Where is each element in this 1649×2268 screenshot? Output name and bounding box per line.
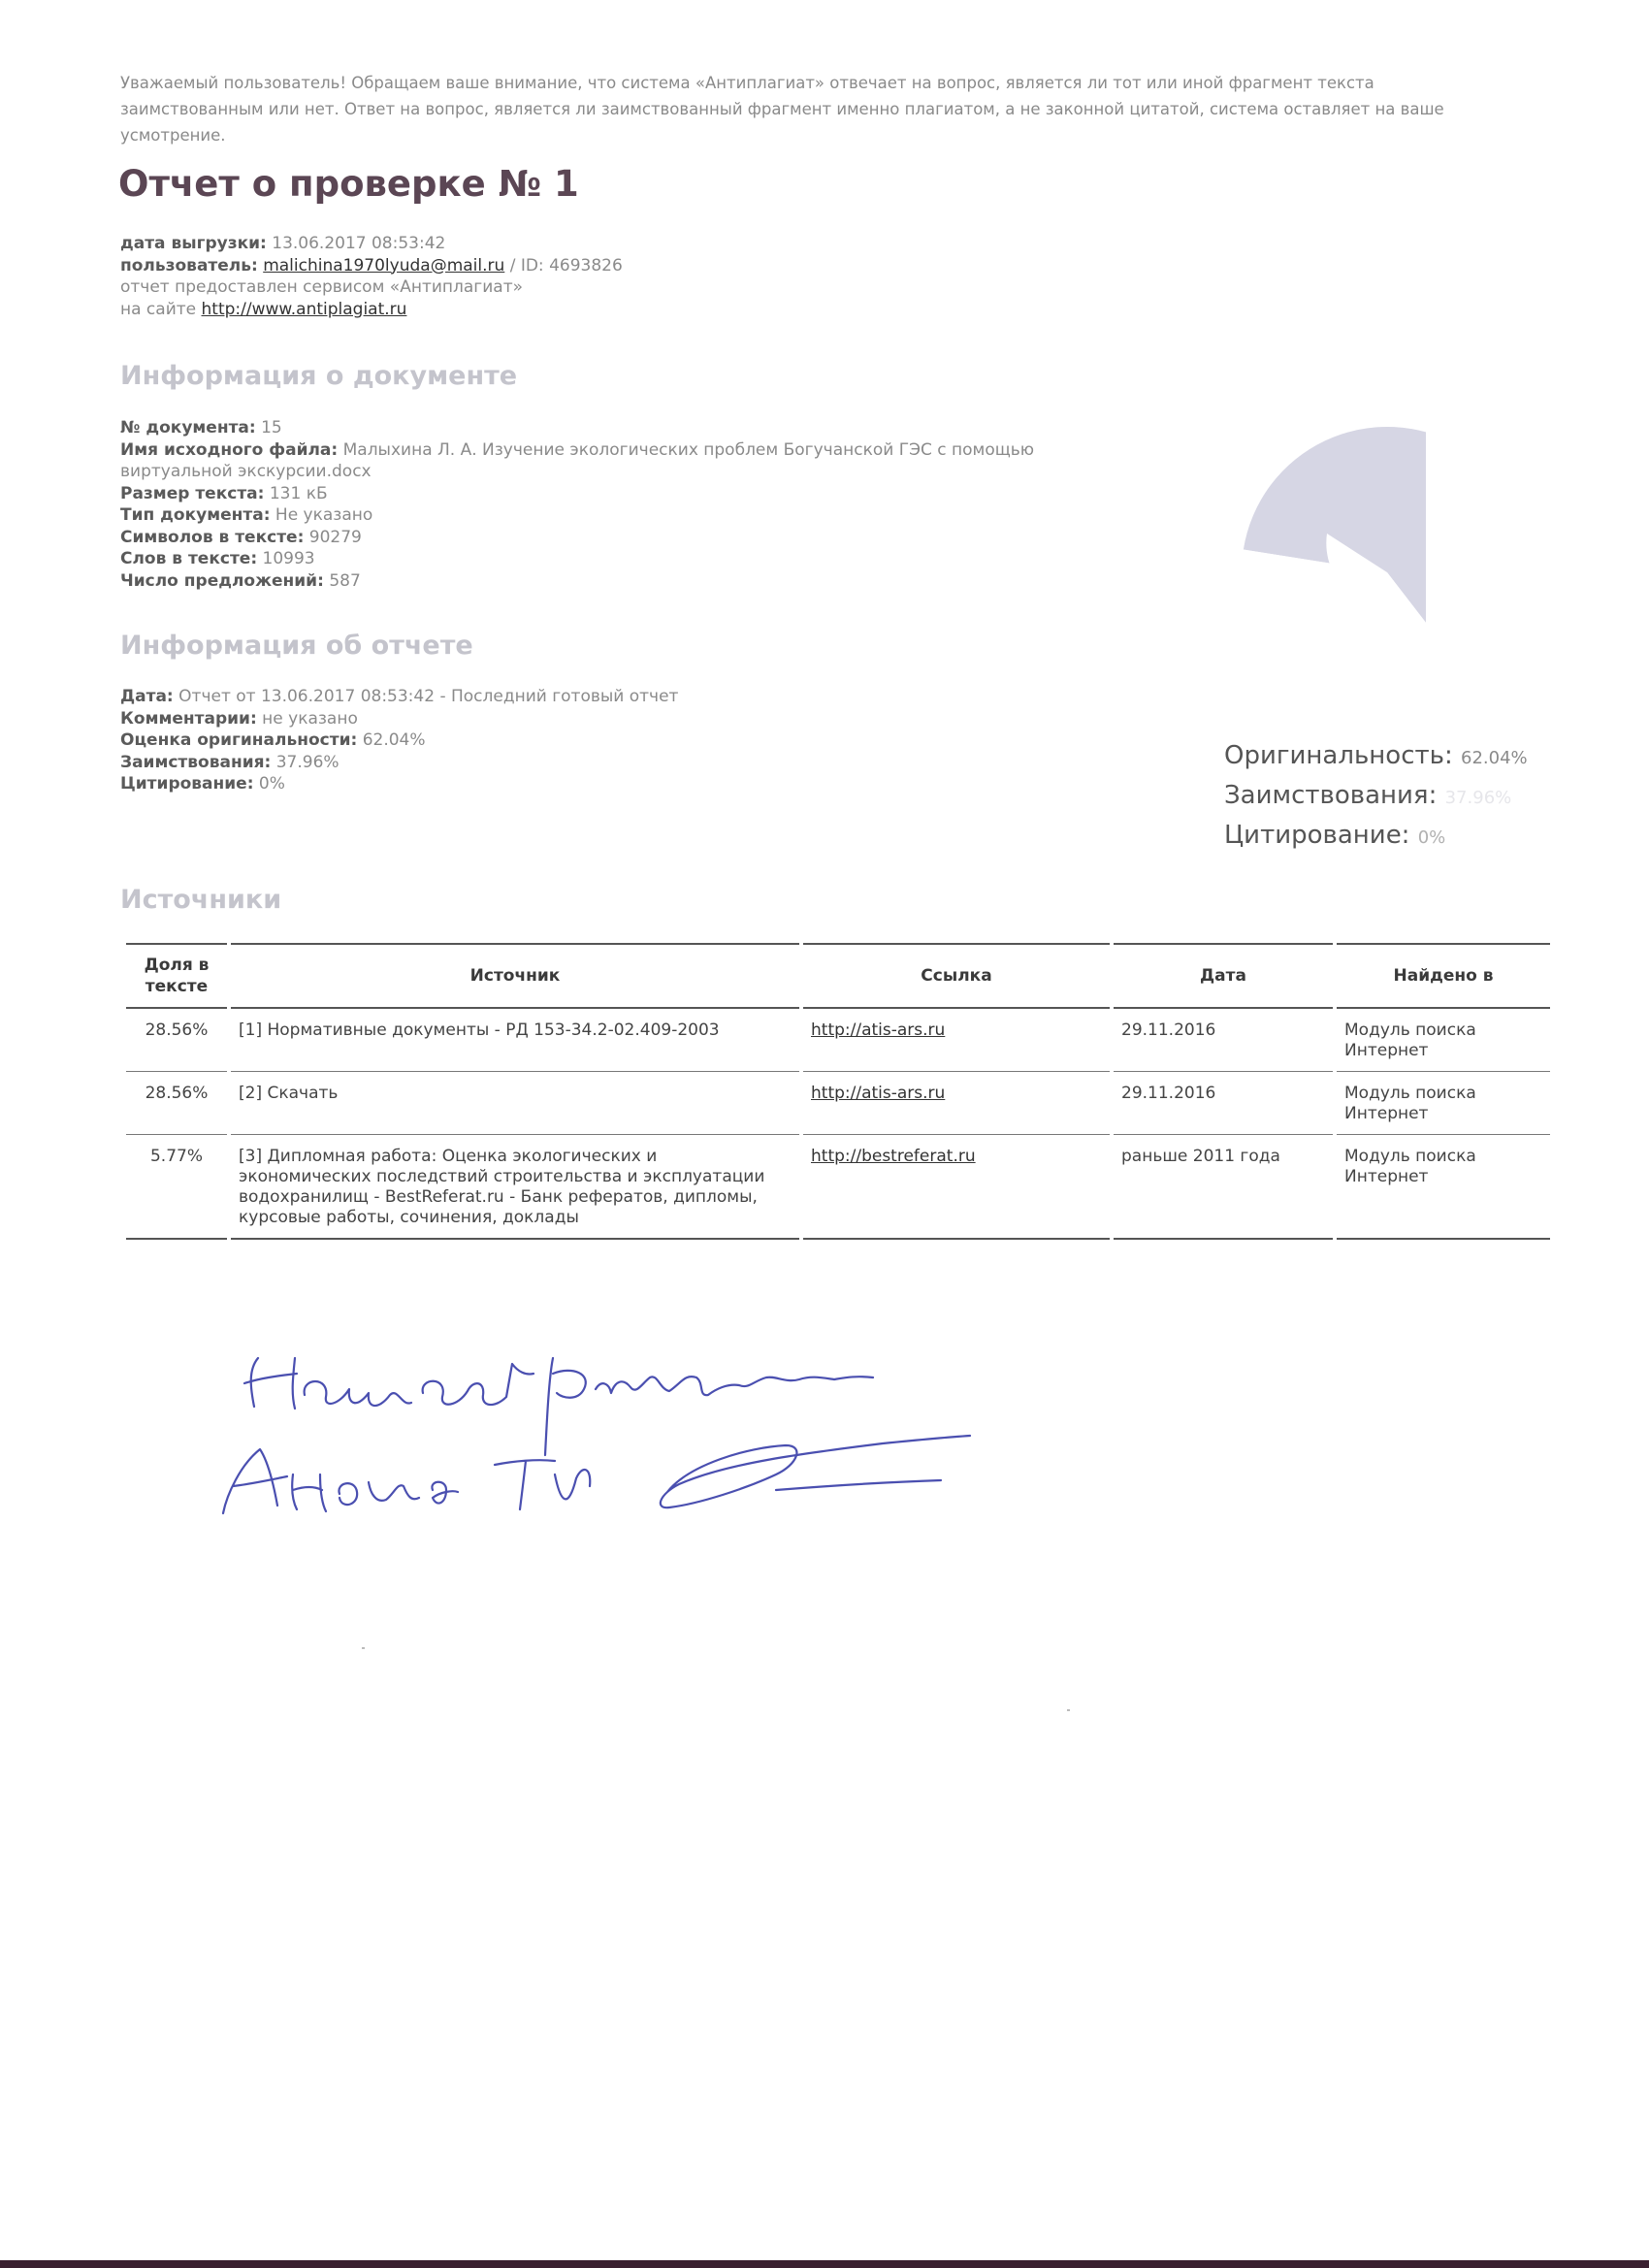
pie-legend — [1224, 737, 1528, 857]
table-row — [126, 1009, 1550, 1072]
doc-type-row — [120, 504, 1090, 527]
source-cell: [1] Нормативные документы - РД 153-34.2-02.409-2003 — [231, 1009, 799, 1072]
legend-label: Цитирование: — [1224, 821, 1410, 850]
export-date-value: 13.06.2017 08:53:42 — [272, 234, 446, 253]
legend-citation — [1224, 817, 1528, 857]
site-label: на сайте — [120, 299, 202, 319]
link-cell — [803, 1135, 1110, 1240]
document-info — [120, 417, 1090, 592]
info-value: 587 — [329, 570, 361, 591]
legend-originality — [1224, 737, 1528, 777]
report-meta — [120, 233, 623, 320]
user-row — [120, 255, 623, 277]
legend-value: 0% — [1417, 827, 1446, 848]
borrowing-row — [120, 752, 896, 774]
found-in-cell: Модуль поиска Интернет — [1337, 1072, 1550, 1135]
text-size-row — [120, 483, 1090, 505]
sources-heading: Источники — [120, 885, 282, 915]
report-info — [120, 686, 896, 795]
source-cell: [3] Дипломная работа: Оценка экологических и экономических последствий строительства и эксплуатации водохранилищ - BestReferat.ru - Банк рефератов, дипломы, курсовые работы, сочинения, доклады — [231, 1135, 799, 1240]
info-value: 90279 — [308, 527, 362, 547]
source-link[interactable]: http://atis-ars.ru — [811, 1084, 946, 1103]
chars-row — [120, 527, 1090, 549]
link-cell — [803, 1009, 1110, 1072]
words-row — [120, 548, 1090, 570]
info-label: Комментарии: — [120, 708, 257, 729]
report-date-row — [120, 686, 896, 708]
info-label: Оценка оригинальности: — [120, 730, 358, 750]
info-value: 37.96% — [275, 752, 340, 772]
col-link: Ссылка — [803, 943, 1110, 1009]
info-label: Слов в тексте: — [120, 549, 258, 568]
info-value: 10993 — [262, 549, 315, 568]
col-found-in: Найдено в — [1337, 943, 1550, 1009]
info-label: Цитирование: — [120, 774, 254, 794]
originality-pie-chart — [1193, 427, 1426, 718]
info-label: Дата: — [120, 687, 174, 706]
doc-number-row — [120, 417, 1090, 439]
provided-by: отчет предоставлен сервисом «Антиплагиат» — [120, 277, 523, 297]
source-cell: [2] Скачать — [231, 1072, 799, 1135]
table-header-row — [126, 943, 1550, 1009]
scan-speck — [1067, 1709, 1070, 1711]
found-in-cell: Модуль поиска Интернет — [1337, 1009, 1550, 1072]
table-row — [126, 1072, 1550, 1135]
export-date-row — [120, 233, 623, 255]
comments-row — [120, 708, 896, 730]
citation-row — [120, 773, 896, 795]
info-value: 131 кБ — [269, 483, 328, 503]
source-link[interactable]: http://atis-ars.ru — [811, 1021, 946, 1040]
user-id: / ID: 4693826 — [504, 255, 623, 275]
date-cell: 29.11.2016 — [1114, 1072, 1333, 1135]
info-value: Не указано — [275, 505, 373, 525]
file-name-row — [120, 439, 1090, 483]
export-date-label: дата выгрузки: — [120, 234, 267, 253]
col-share: Доля в тексте — [126, 943, 227, 1009]
col-date: Дата — [1114, 943, 1333, 1009]
table-row — [126, 1135, 1550, 1240]
site-link[interactable]: http://www.antiplagiat.ru — [201, 299, 407, 319]
info-value: не указано — [262, 708, 358, 729]
share-cell: 5.77% — [126, 1135, 227, 1240]
user-email-link[interactable]: malichina1970lyuda@mail.ru — [263, 255, 505, 275]
legend-borrowing — [1224, 777, 1528, 817]
site-row — [120, 299, 623, 321]
sources-table — [122, 943, 1554, 1240]
legend-label: Оригинальность: — [1224, 741, 1453, 770]
info-label: Размер текста: — [120, 483, 265, 503]
info-value: 15 — [261, 418, 282, 437]
date-cell: 29.11.2016 — [1114, 1009, 1333, 1072]
document-info-heading: Информация о документе — [120, 361, 518, 391]
link-cell — [803, 1072, 1110, 1135]
share-cell: 28.56% — [126, 1072, 227, 1135]
found-in-cell: Модуль поиска Интернет — [1337, 1135, 1550, 1240]
scan-bottom-edge — [0, 2260, 1649, 2268]
date-cell: раньше 2011 года — [1114, 1135, 1333, 1240]
info-label: Заимствования: — [120, 752, 272, 772]
info-label: Символов в тексте: — [120, 527, 305, 547]
originality-row — [120, 729, 896, 752]
share-cell: 28.56% — [126, 1009, 227, 1072]
info-value: 0% — [258, 774, 285, 794]
source-link[interactable]: http://bestreferat.ru — [811, 1147, 976, 1166]
handwritten-signature — [204, 1319, 1077, 1533]
report-info-heading: Информация об отчете — [120, 631, 473, 661]
col-source: Источник — [231, 943, 799, 1009]
legend-label: Заимствования: — [1224, 781, 1438, 810]
report-title: Отчет о проверке № 1 — [118, 163, 579, 205]
scan-speck — [362, 1647, 365, 1649]
info-value: Малыхина Л. А. Изучение экологических проблем Богучанской ГЭС с помощью виртуальной экскурсии.docx — [120, 439, 1035, 481]
info-value: Отчет от 13.06.2017 08:53:42 - Последний готовый отчет — [178, 687, 679, 706]
legend-value: 37.96% — [1444, 788, 1512, 808]
notice-text: Уважаемый пользователь! Обращаем ваше внимание, что система «Антиплагиат» отвечает на вопрос, является ли тот или иной фрагмент текста заимствованным или нет. Ответ на вопрос, является ли заимствованный фрагмент именно плагиатом, а не законной цитатой, система оставляет на ваше усмотрение. — [120, 74, 1444, 145]
sentences-row — [120, 570, 1090, 593]
legend-value: 62.04% — [1461, 748, 1528, 768]
info-label: Число предложений: — [120, 570, 324, 591]
user-label: пользователь: — [120, 255, 258, 275]
info-label: Тип документа: — [120, 505, 271, 525]
info-value: 62.04% — [362, 730, 426, 750]
info-label: Имя исходного файла: — [120, 439, 339, 460]
info-label: № документа: — [120, 418, 256, 437]
